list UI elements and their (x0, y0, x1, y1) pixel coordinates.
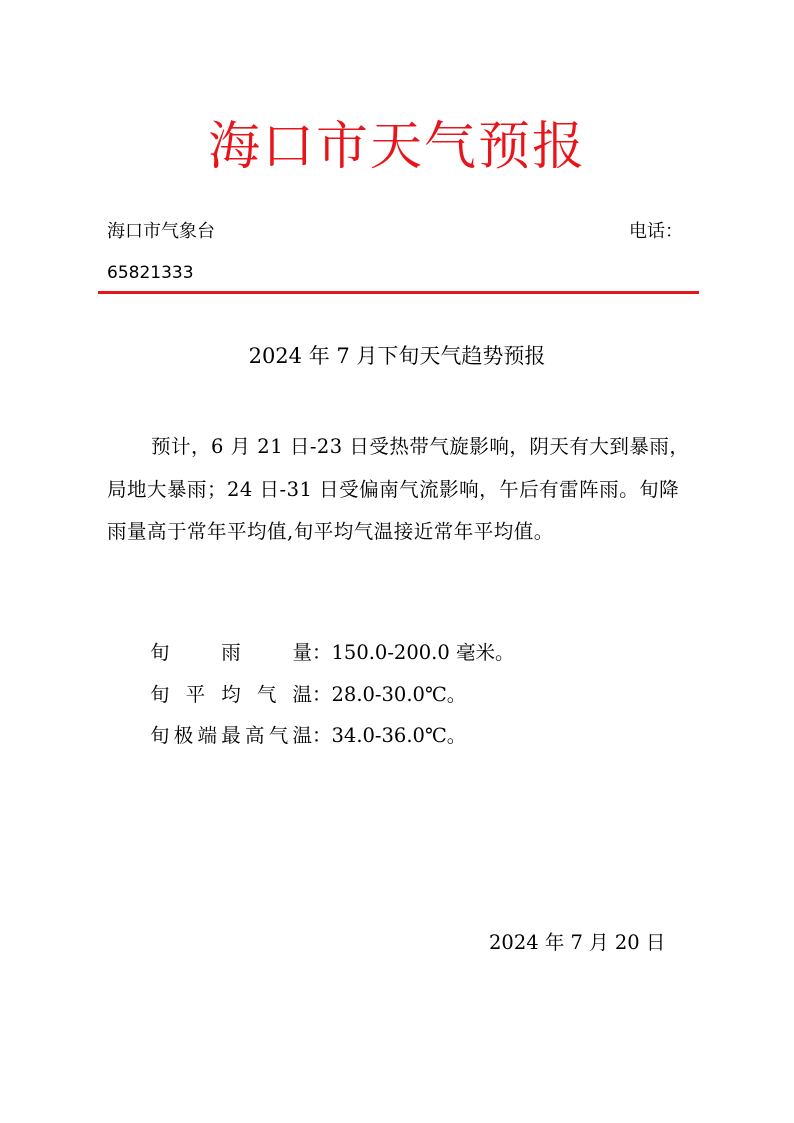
page-title: 海口市天气预报 (207, 117, 586, 177)
header-divider (98, 291, 699, 294)
stat-value: 150.0-200.0 毫米。 (331, 641, 515, 664)
stat-label: 旬雨量 (150, 641, 312, 664)
report-subtitle: 2024 年 7 月下旬天气趋势预报 (248, 344, 546, 368)
stat-average-temperature (150, 681, 710, 709)
phone-number: 65821333 (107, 263, 194, 283)
forecast-paragraph: 预计，6 月 21 日-23 日受热带气旋影响，阴天有大到暴雨，局地大暴雨；24 日-31 日受偏南气流影响，午后有雷阵雨。旬降雨量高于常年平均值,旬平均气温接近常年平均值。 (107, 435, 690, 543)
stat-value: 28.0-30.0℃。 (331, 683, 467, 706)
stat-colon: ： (312, 683, 332, 706)
stat-extreme-max-temperature (150, 722, 710, 750)
stat-label: 旬平均气温 (150, 683, 312, 706)
stat-rainfall (150, 639, 710, 667)
stat-colon: ： (312, 724, 332, 747)
stat-label: 旬极端最高气温 (150, 724, 312, 747)
issue-date: 2024 年 7 月 20 日 (489, 931, 666, 954)
stat-colon: ： (312, 641, 332, 664)
issuer-name: 海口市气象台 (107, 221, 215, 242)
phone-label: 电话： (629, 221, 683, 242)
stat-value: 34.0-36.0℃。 (331, 724, 467, 747)
